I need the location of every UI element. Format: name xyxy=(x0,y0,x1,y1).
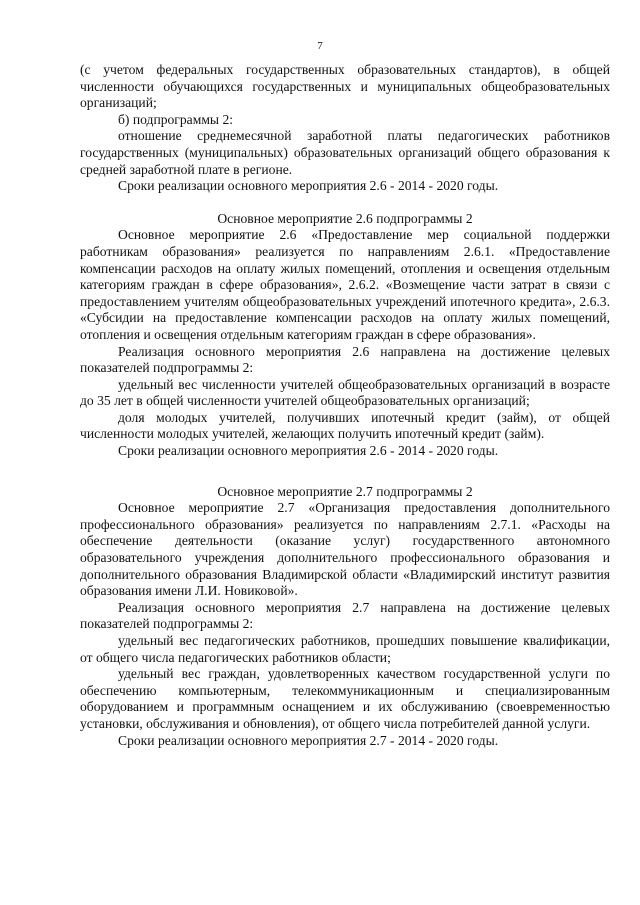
section-2-6-paragraph-4: доля молодых учителей, получивших ипотечный кредит (займ), от общей численности молодых учителей, желающих получить ипотечный кредит (займ). xyxy=(80,409,610,442)
intro-paragraph-2: б) подпрограммы 2: xyxy=(118,111,234,127)
section-2-7-heading: Основное мероприятие 2.7 подпрограммы 2 xyxy=(217,483,473,499)
section-2-7-paragraph-2: Реализация основного мероприятия 2.7 направлена на достижение целевых показателей подпрограммы 2: xyxy=(80,599,610,632)
intro-paragraph-4: Сроки реализации основного мероприятия 2.6 - 2014 - 2020 годы. xyxy=(118,178,499,194)
section-2-7-paragraph-4: удельный вес граждан, удовлетворенных качеством государственной услуги по обеспечению компьютерным, телекоммуникационным и специализированным оборудованием и программным оснащением и их обслуживанию (своевременностью установки, обслуживания и обновления), от общего числа потребителей данной услуги. xyxy=(80,666,610,731)
section-2-6-heading: Основное мероприятие 2.6 подпрограммы 2 xyxy=(217,210,473,226)
intro-paragraph-1: (с учетом федеральных государственных образовательных стандартов), в общей численности обучающихся государственных и муниципальных общеобразовательных организаций; xyxy=(80,62,610,111)
section-2-6-paragraph-2: Реализация основного мероприятия 2.6 направлена на достижение целевых показателей подпрограммы 2: xyxy=(80,343,610,376)
section-2-7-paragraph-5: Сроки реализации основного мероприятия 2.7 - 2014 - 2020 годы. xyxy=(118,732,499,748)
page-number: 7 xyxy=(317,40,323,52)
section-2-6-paragraph-3: удельный вес численности учителей общеобразовательных организаций в возрасте до 35 лет в общей численности учителей общеобразовательных организаций; xyxy=(80,376,610,409)
section-2-7-paragraph-3: удельный вес педагогических работников, прошедших повышение квалификации, от общего числа педагогических работников области; xyxy=(80,633,610,665)
section-2-6-paragraph-1: Основное мероприятие 2.6 «Предоставление мер социальной поддержки работникам образования» реализуется по направлениям 2.6.1. «Предоставление компенсации расходов на оплату жилых помещений, отопления и освещения отдельным категориям граждан в сфере образования», 2.6.2. «Возмещение части затрат в связи с предоставлением учителям общеобразовательных учреждений ипотечного кредита», 2.6.3. «Субсидии на предоставление компенсации расходов на оплату жилых помещений, отопления и освещения отдельным категориям граждан в сфере образования». xyxy=(80,227,610,342)
intro-paragraph-3: отношение среднемесячной заработной платы педагогических работников государственных (муниципальных) образовательных организаций общего образования к средней заработной плате в регионе. xyxy=(80,128,610,177)
section-2-7-paragraph-1: Основное мероприятие 2.7 «Организация предоставления дополнительного профессионального образования» реализуется по направлениям 2.7.1. «Расходы на обеспечение деятельности (оказание услуг) государственного автономного образовательного учреждения дополнительного профессионального образования и дополнительного образования Владимирской области «Владимирский институт развития образования имени Л.И. Новиковой». xyxy=(80,500,610,599)
section-2-6-paragraph-5: Сроки реализации основного мероприятия 2.6 - 2014 - 2020 годы. xyxy=(118,443,499,459)
document-body xyxy=(80,62,610,749)
